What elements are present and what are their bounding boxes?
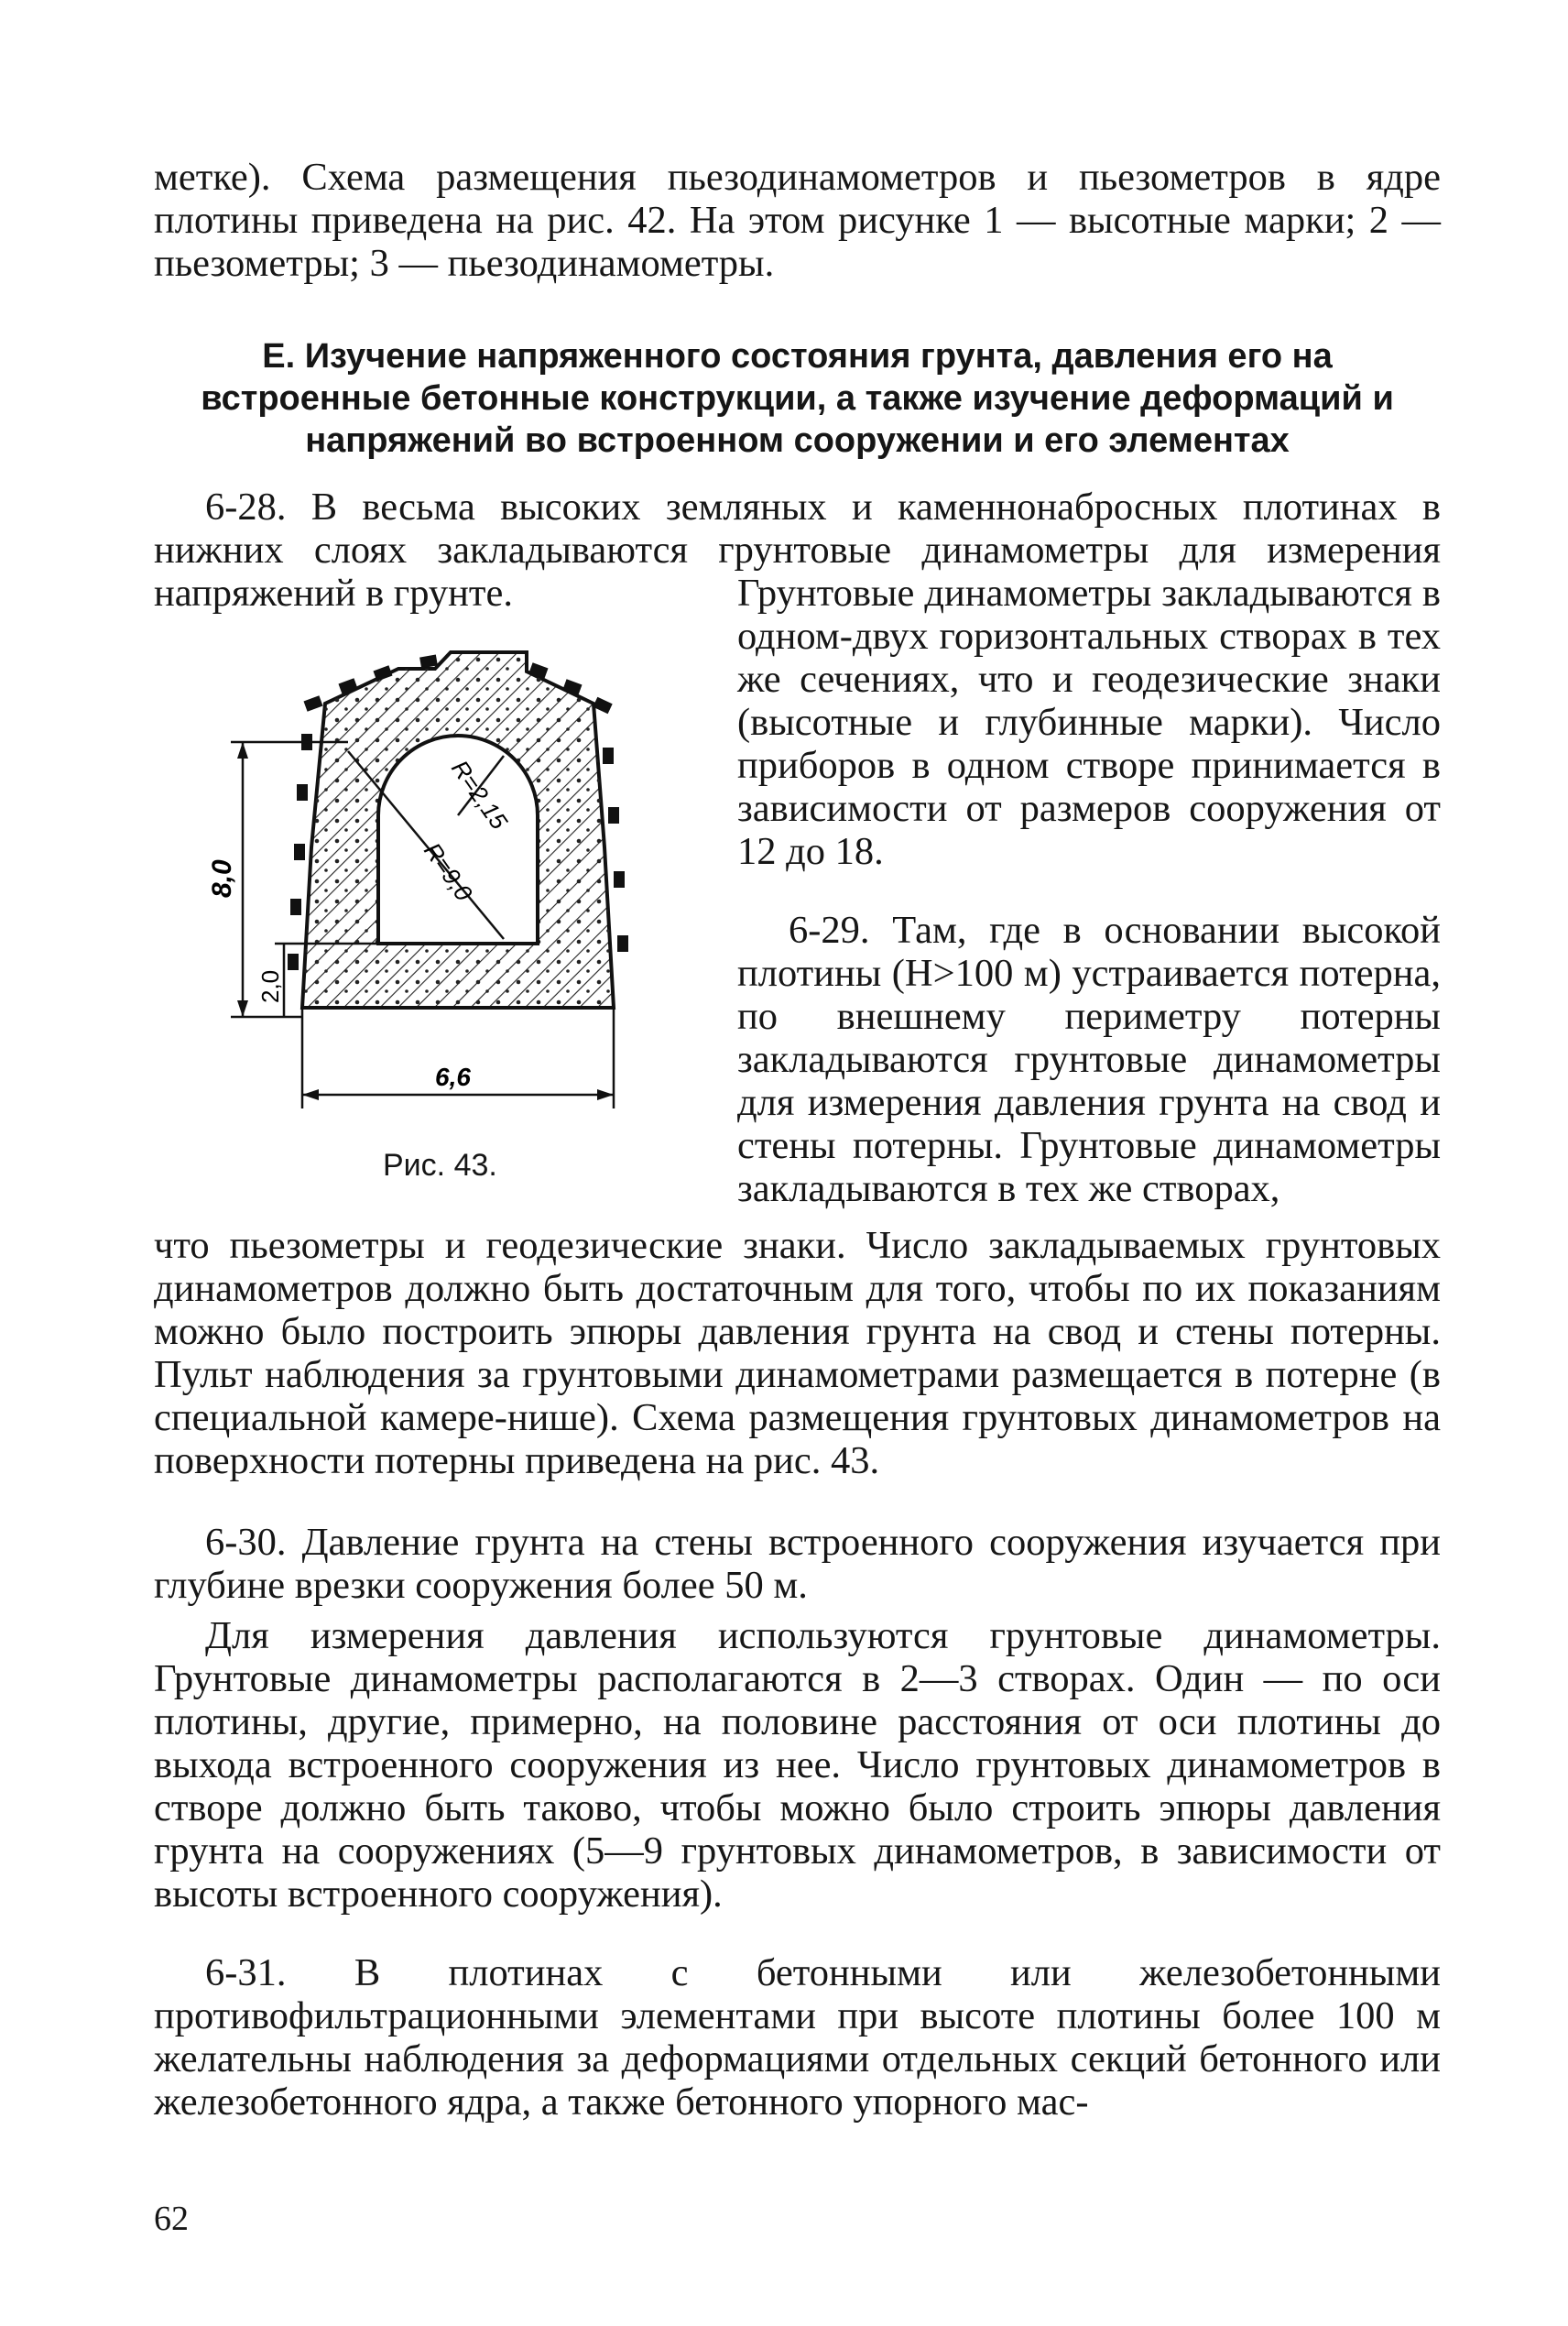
dim-width-label: 6,6	[435, 1063, 471, 1091]
dim-base-label: 2,0	[256, 969, 284, 1003]
figure-caption: Рис. 43.	[383, 1148, 497, 1183]
page-number: 62	[154, 2200, 189, 2238]
top-paragraph-block	[154, 156, 1441, 285]
paragraph-6-31-block	[154, 1951, 1441, 2124]
dim-height-label: 8,0	[207, 859, 237, 898]
paragraph-6-28-continued: Грунтовые динамометры закладываются в одном-двух горизонтальных створах в тех же сечениях, что и геодезические знаки (высотные и глубинные марки). Число приборов в одном створе принимается в зависимости от размеров сооружения от 12 до 18.	[737, 572, 1441, 873]
paragraph-6-29-continued: что пьезометры и геодезические знаки. Число закладываемых грунтовых динамометров должно быть достаточным для того, чтобы по их показаниям можно было построить эпюры давления грунта на свод и стены потерны. Пульт наблюдения за грунтовыми динамометрами размещается в потерне (в специальной камере-нише). Схема размещения грунтовых динамометров на поверхности потерны приведена на рис. 43.	[154, 1224, 1441, 1482]
top-paragraph: метке). Схема размещения пьезодинамометров и пьезометров в ядре плотины приведена на рис. 42. На этом рисунке 1 — высотные марки; 2 — пьезометры; 3 — пьезодинамометры.	[154, 156, 1441, 285]
paragraph-6-28-continued-block	[737, 572, 1441, 873]
radius-large-label: R=9,0	[419, 837, 478, 906]
paragraph-6-31: 6-31. В плотинах с бетонными или железобетонными противофильтрационными элементами при высоте плотины более 100 м желательны наблюдения за деформациями отдельных секций бетонного или железобетонного ядра, а также бетонного упорного мас-	[154, 1951, 1441, 2124]
paragraph-6-28: 6-28. В весьма высоких земляных и каменнонабросных плотинах в нижних слоях закладываются грунтовые динамометры для измерения напряжений в грунте.	[154, 486, 1441, 615]
figure-43	[207, 632, 705, 1145]
section-title: Е. Изучение напряженного состояния грунта, давления его на встроенные бетонные конструкции, а также изучение деформаций и напряжений во встроенном сооружении и его элементах	[201, 337, 1394, 460]
paragraph-6-29-wrapped-block	[737, 909, 1441, 1210]
paragraph-6-29-wrapped: 6-29. Там, где в основании высокой плотины (H>100 м) устраивается потерна, по внешнему периметру потерны закладываются грунтовые динамометры для измерения давления грунта на свод и стены потерны. Грунтовые динамометры закладываются в тех же створах,	[737, 909, 1441, 1210]
paragraph-6-29-continued-block	[154, 1224, 1441, 1482]
paragraph-6-30b: Для измерения давления используются грунтовые динамометры. Грунтовые динамометры располагаются в 2—3 створах. Один — по оси плотины, другие, примерно, на половине расстояния от оси плотины до выхода встроенного сооружения из нее. Число грунтовых динамометров в створе должно быть таково, чтобы можно было строить эпюры давления грунта на сооружениях (5—9 грунтовых динамометров, в зависимости от высоты встроенного сооружения).	[154, 1614, 1441, 1916]
paragraph-6-30: 6-30. Давление грунта на стены встроенного сооружения изучается при глубине врезки сооружения более 50 м.	[154, 1521, 1441, 1607]
paragraph-6-30-block	[154, 1521, 1441, 1607]
radius-small-label: R=2,15	[446, 755, 514, 835]
paragraph-6-30b-block	[154, 1614, 1441, 1916]
